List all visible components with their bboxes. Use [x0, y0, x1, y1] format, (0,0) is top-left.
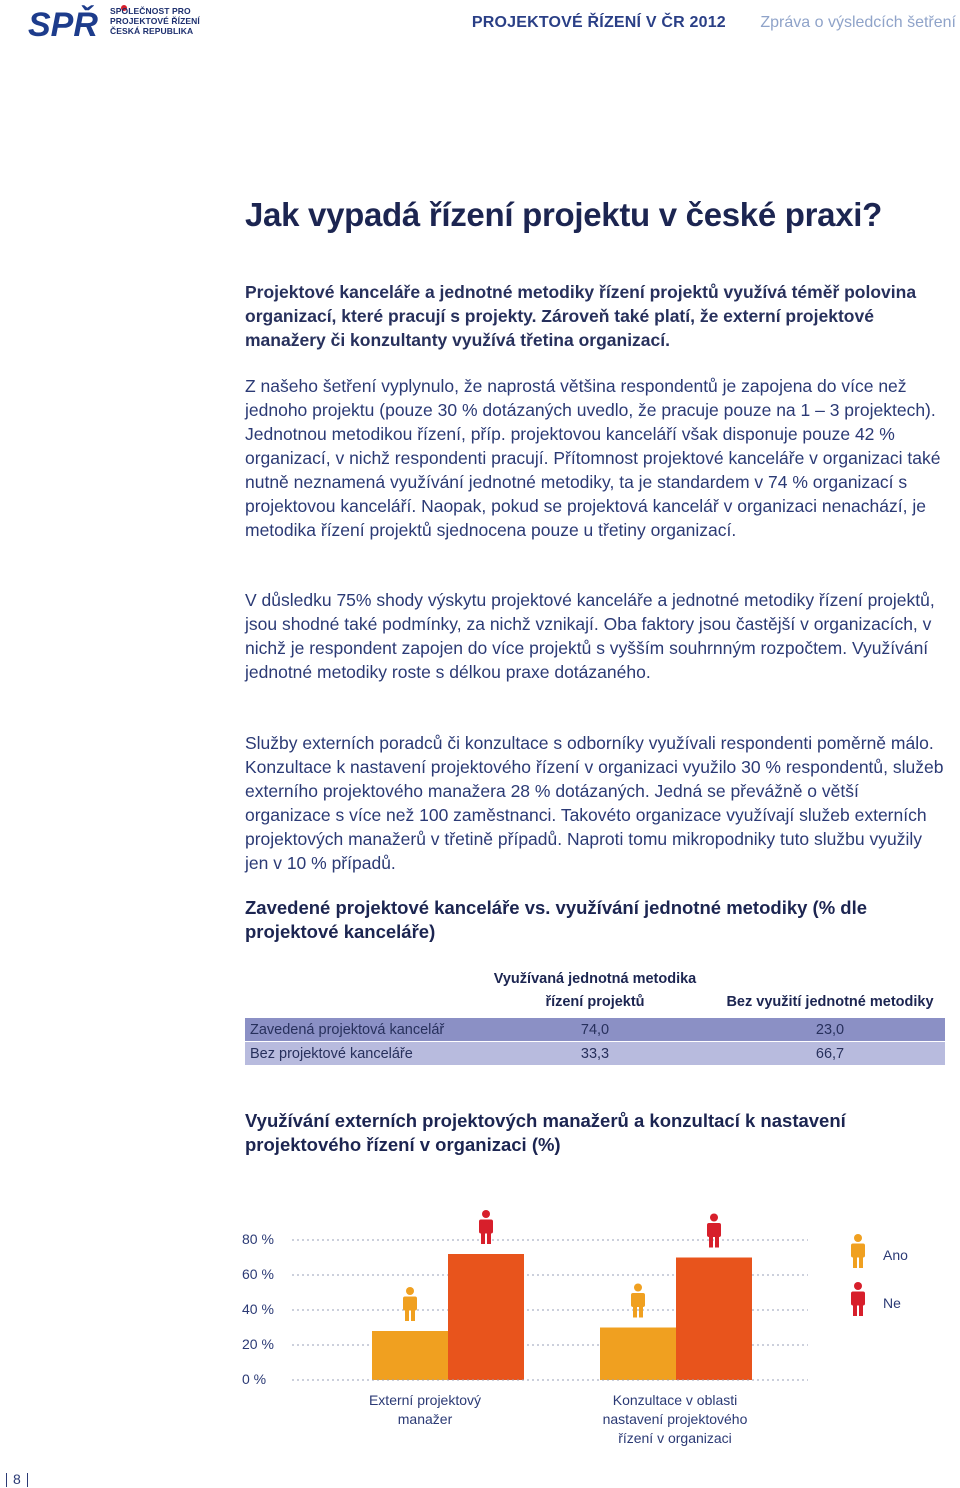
x-category-label: Externí projektový manažer [368, 1392, 482, 1427]
person-icon [479, 1210, 493, 1244]
table-cell: 33,3 [475, 1042, 715, 1066]
page-number-divider [27, 1473, 28, 1487]
table-cell: 23,0 [715, 1018, 945, 1042]
body-paragraph: Z našeho šetření vyplynulo, že naprostá většina respondentů je zapojena do více než jednoho projektu (pouze 30 % dotázaných uvedlo, že pracuje pouze na 1 – 3 projektech). Jednotnou metodikou řízení, příp. projektovou kanceláří však disponuje pouze 42 % organizací, v nichž respondenti pracují. Přítomnost projektové kanceláře v organizaci také nutně neznamená využívání jednotné metodiky, ta je standardem v 74 % organizací s projektovou kanceláří. Naopak, pokud se projektová kancelář v organizaci nenachází, je metodika řízení projektů sjednocena pouze u třetiny organizací. [245, 376, 941, 540]
bar [600, 1328, 676, 1381]
x-category-label: Konzultace v oblasti nastavení projektového řízení v organizaci [602, 1392, 748, 1446]
y-tick-label: 80 % [242, 1231, 274, 1247]
page-number-divider [6, 1473, 7, 1487]
table-title: Zavedené projektové kanceláře vs. využívání jednotné metodiky (% dle projektové kanceláře) [245, 897, 868, 942]
bar [448, 1254, 524, 1380]
report-title: PROJEKTOVÉ ŘÍZENÍ V ČR 2012 [471, 14, 726, 31]
lead-paragraph: Projektové kanceláře a jednotné metodiky řízení projektů využívá téměř polovina organizací, které pracují s projekty. Zároveň také platí, že externí projektové manažery či konzultanty využívá třetina organizací. [245, 282, 917, 350]
y-tick-label: 0 % [242, 1371, 267, 1387]
chart-title: Využívání externích projektových manažerů a konzultací k nastavení projektového řízení v organizaci (%) [245, 1110, 846, 1155]
logo-line: SPOLEČNOST PRO [110, 6, 191, 16]
page-heading: Jak vypadá řízení projektu v české praxi? [245, 196, 883, 233]
bar [372, 1331, 448, 1380]
column-header: Bez využití jednotné metodiky [726, 994, 934, 1010]
report-subtitle: Zpráva o výsledcích šetření [760, 14, 956, 31]
table-cell: 74,0 [475, 1018, 715, 1042]
person-icon [851, 1282, 865, 1316]
page-number [0, 1471, 34, 1487]
logo-line: PROJEKTOVÉ ŘÍZENÍ [110, 16, 200, 26]
body-paragraph: V důsledku 75% shody výskytu projektové kanceláře a jednotné metodiky řízení projektů, jsou shodné také podmínky, za nichž vznikají. Oba faktory jsou častější v organizacích, v nichž je respondent zapojen do více projektů s vyšším souhrnným rozpočtem. Využívání jednotné metodiky roste s délkou praxe dotázaného. [245, 590, 935, 682]
person-icon [707, 1214, 721, 1248]
person-icon [631, 1284, 645, 1318]
y-tick-label: 20 % [242, 1336, 274, 1352]
legend-label-yes: Ano [883, 1247, 908, 1263]
body-paragraph: Služby externích poradců či konzultace s odborníky využívali respondenti poměrně málo. Konzultace k nastavení projektového řízení v organizaci využilo 30 % respondentů, služeb externího projektového manažera 28 % dotázaných. Jedná se převážně o větší organizace s více než 100 zaměstnanci. Takovéto organizace využívají služeb externích projektových manažerů v třetině případů. Naproti tomu mikropodniky tuto službu využily jen v 10 % případů. [245, 733, 944, 873]
y-tick-label: 60 % [242, 1266, 274, 1282]
logo-mark-text: SPŘ [28, 6, 98, 44]
logo-line: ČESKÁ REPUBLIKA [110, 26, 194, 36]
table-cell: 66,7 [715, 1042, 945, 1066]
person-icon [851, 1234, 865, 1268]
bar [676, 1258, 752, 1381]
legend-label-no: Ne [883, 1295, 901, 1311]
page-number-value: 8 [13, 1471, 21, 1487]
row-label: Bez projektové kanceláře [245, 1042, 475, 1066]
y-tick-label: 40 % [242, 1301, 274, 1317]
column-header: Využívaná jednotná metodika řízení projektů [493, 971, 697, 1010]
person-icon [403, 1287, 417, 1321]
row-label: Zavedená projektová kancelář [245, 1018, 475, 1042]
